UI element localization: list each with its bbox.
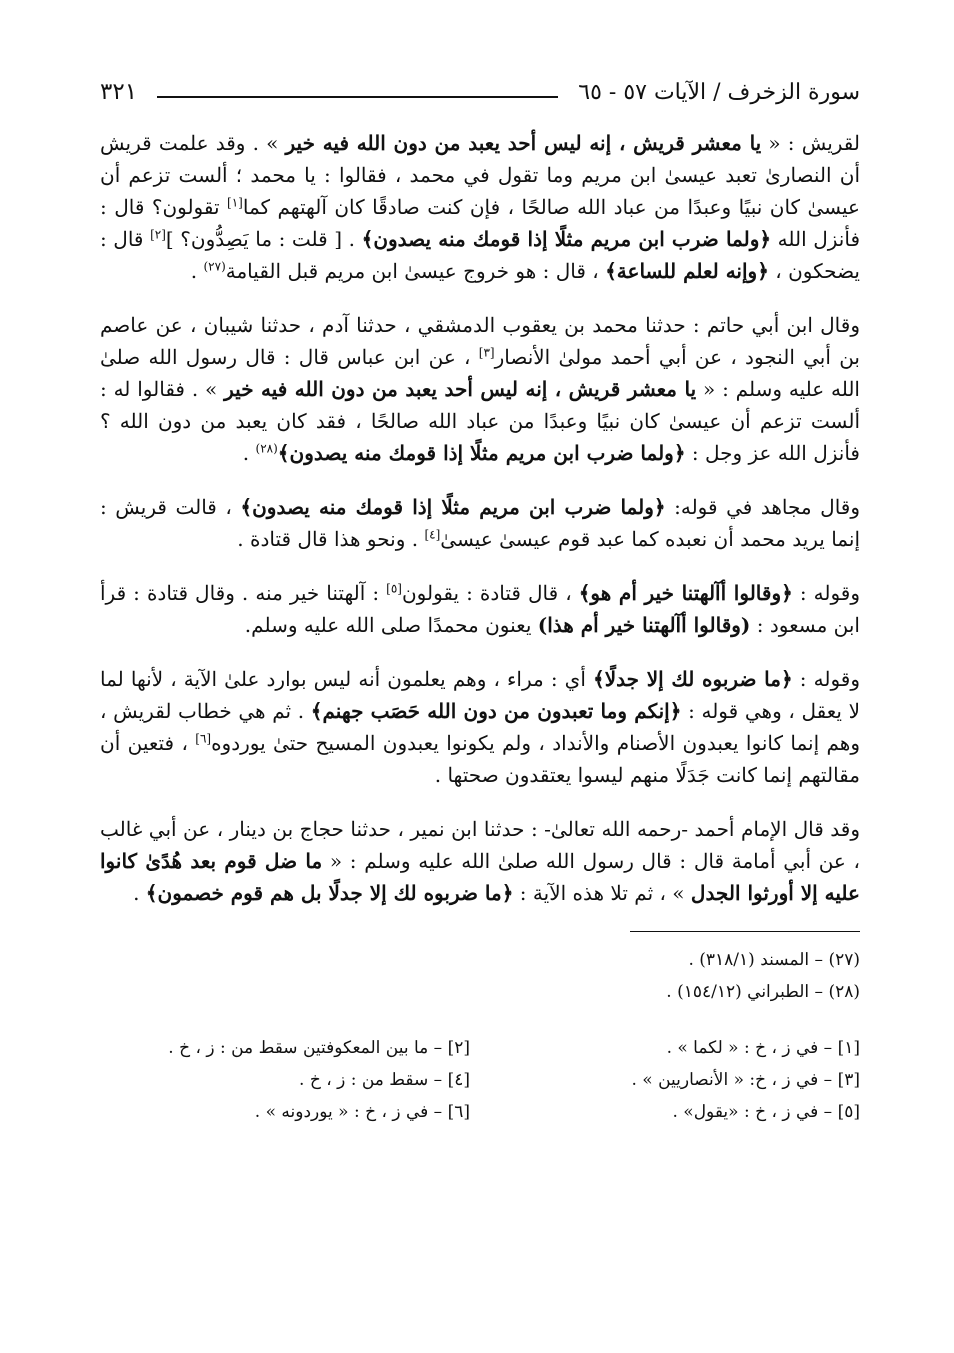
text-run: وقال ابن أبي حاتم : حدثنا محمد بن يعقوب الدمشقي ، حدثنا آدم ، حدثنا شيبان ، عن عاصم بن أبي النجود ، عن أبي أحمد مولىٰ الأنصار — [100, 313, 860, 369]
footnote: [٥] – في ز ، خ : «يقول» . — [672, 1102, 860, 1122]
text-run: وقد قال الإمام أحمد -رحمه الله تعالىٰ- : حدثنا ابن نمير ، حدثنا حجاج بن دينار ، عن أبي غالب ، عن أبي أمامة قال : قال رسول الله صلىٰ الله عليه وسلم : « — [100, 817, 860, 873]
emphasized-text: ﴿وقالوا أآلهتنا خير أم هو﴾ — [578, 581, 793, 605]
text-run: » . وقد علمت قريش أن النصارىٰ تعبد عيسىٰ ابن مريم وما تقول في محمد ، فقالوا : يا محمد ؛ ألست تزعم أن عيسىٰ كان نبيًا وعبدًا من عباد الله صالحًا ، فإن كنت صادقًا كان آلهتهم كما — [100, 131, 861, 219]
footnote-ref: [١] — [227, 195, 243, 210]
text-run: . — [133, 881, 146, 905]
text-run: . — [242, 441, 256, 465]
footnote-ref: [٦] — [195, 731, 212, 746]
variant-footnotes — [100, 1032, 860, 1128]
text-run: ، قالت قريش : إنما يريد محمد أن نعبده كما عبد قوم عيسىٰ عيسىٰ — [100, 495, 860, 551]
footnote: [٣] – في ز ، خ: « الأنصاريين » . — [631, 1070, 860, 1090]
text-run: ، فتعين أن مقالتهم إنما كانت جَدَلًا منهم ليسوا يعتقدون صحتها . — [100, 731, 860, 787]
paragraph — [100, 309, 860, 469]
body-text — [100, 127, 860, 909]
text-run: قال : يضحكون ، — [100, 227, 860, 283]
text-run: وقال مجاهد في قوله: — [665, 495, 861, 519]
text-run: ، عن ابن عباس قال : قال رسول الله صلىٰ الله عليه وسلم : « — [100, 345, 860, 401]
text-run: تقولون؟ قال : فأنزل الله — [100, 195, 861, 251]
footnote: [٤] – سقط من : ز ، خ . — [299, 1070, 470, 1090]
paragraph — [100, 577, 860, 641]
emphasized-text: (وقالوا أآلهتنا خير أم هذا) — [537, 613, 751, 637]
paragraph — [100, 491, 860, 555]
footnote: [١] – في ز ، خ : « لكما » . — [666, 1038, 860, 1058]
text-run: وقوله : — [792, 667, 860, 691]
footnote-separator — [630, 931, 860, 932]
text-run: أي : مراء ، وهم يعلمون أنه ليس بوارد علىٰ الآية ، لأنها لما لا يعقل ، وهي قوله : — [100, 667, 860, 723]
footnote-ref: [٣] — [478, 345, 495, 360]
text-run: » . فقالوا له : ألست تزعم أن عيسىٰ كان نبيًا وعبدًا من عباد الله صالحًا ، فقد كان يعبد من دون الله ؟ فأنزل الله عز وجل : — [100, 377, 860, 465]
paragraph — [100, 127, 860, 287]
text-run: : آلهتنا خير منه . وقال قتادة : قرأ ابن مسعود : — [100, 581, 860, 637]
emphasized-text: يا معشر قريش ، إنه ليس أحد يعبد من دون الله فيه خير — [224, 377, 697, 401]
text-run: ، قال : هو خروج عيسىٰ ابن مريم قبل القيامة — [225, 259, 606, 283]
text-run: . — [190, 259, 204, 283]
emphasized-text: ﴿وإنه لعلم للساعة﴾ — [605, 259, 769, 283]
text-run: » ، ثم تلا هذه الآية : — [513, 881, 691, 905]
footnote-ref: [٢] — [150, 227, 166, 242]
emphasized-text: ﴿إنكم وما تعبدون من دون الله حَصَب جهنم﴾ — [310, 699, 682, 723]
text-run: . [ قلت : ما يَصِدُّون؟ ] — [165, 227, 362, 251]
paragraph — [100, 663, 860, 791]
footnote: (٢٧) – المسند (٣١٨/١) . — [688, 950, 860, 970]
paragraph — [100, 813, 860, 909]
emphasized-text: ﴿ولما ضرب ابن مريم مثلًا إذا قومك منه يصدون﴾ — [277, 441, 686, 465]
emphasized-text: ما ضل قوم بعد هُدًىٰ كانوا عليه إلا أورثوا الجدل — [100, 849, 860, 905]
emphasized-text: ﴿ما ضربوه لك إلا جدلًا﴾ — [593, 667, 793, 691]
footnote-ref: (٢٨) — [255, 441, 278, 456]
text-run: ، قال قتادة : يقولون — [401, 581, 579, 605]
book-page — [100, 75, 860, 1128]
source-footnotes — [100, 944, 860, 1008]
footnote-ref: (٢٧) — [203, 259, 226, 274]
text-run: لقريش : « — [761, 131, 861, 155]
page-number: ٣٢١ — [100, 79, 138, 105]
running-title: سورة الزخرف / الآيات ٥٧ - ٦٥ — [578, 80, 860, 105]
footnote: [٦] – في ز ، خ : « يوردونه » . — [254, 1102, 470, 1122]
page-header — [100, 75, 860, 105]
text-run: . ونحو هذا قال قتادة . — [237, 527, 425, 551]
header-rule — [157, 96, 558, 98]
footnote-ref: [٤] — [424, 527, 441, 542]
footnote: [٢] – ما بين المعكوفتين سقط من : ز ، خ . — [168, 1038, 470, 1058]
text-run: . ثم هي خطاب لقريش ، وهم إنما كانوا يعبدون الأصنام والأنداد ، ولم يكونوا يعبدون المسيح حتىٰ يوردوه — [100, 699, 860, 755]
emphasized-text: ﴿ولما ضرب ابن مريم مثلًا إذا قومك منه يصدون﴾ — [240, 495, 666, 519]
text-run: وقوله : — [792, 581, 860, 605]
text-run: يعنون محمدًا صلى الله عليه وسلم. — [244, 613, 538, 637]
emphasized-text: ﴿ولما ضرب ابن مريم مثلًا إذا قومك منه يصدون﴾ — [361, 227, 772, 251]
emphasized-text: ﴿ما ضربوه لك إلا جدلًا بل هم قوم خصمون﴾ — [145, 881, 514, 905]
footnote: (٢٨) – الطبراني (١٥٤/١٢) . — [666, 982, 860, 1002]
emphasized-text: يا معشر قريش ، إنه ليس أحد يعبد من دون الله فيه خير — [285, 131, 762, 155]
footnote-ref: [٥] — [386, 581, 402, 596]
